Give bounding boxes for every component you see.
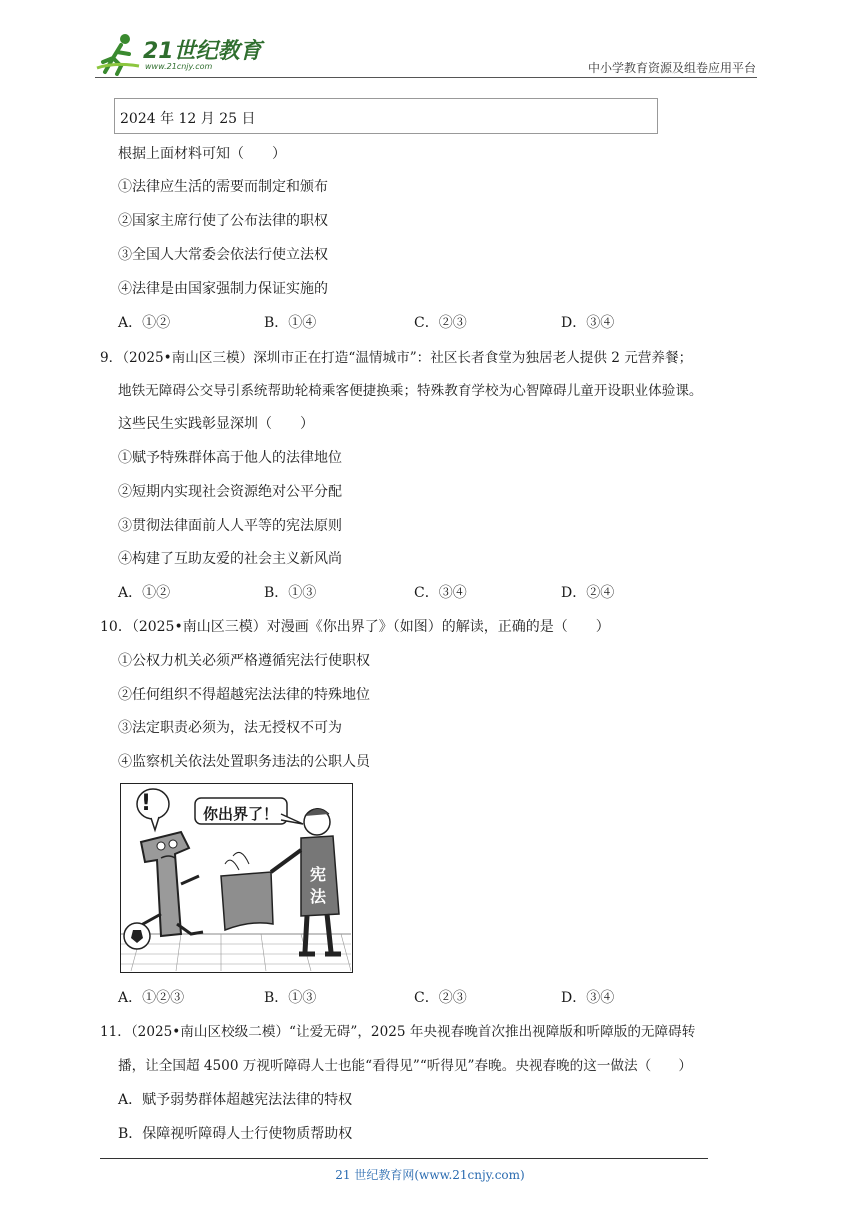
page-header: [0, 0, 860, 80]
q9-item-1: ①赋予特殊群体高于他人的法律地位: [118, 450, 342, 466]
platform-name: 中小学教育资源及组卷应用平台: [587, 61, 756, 75]
footer-link[interactable]: 21 世纪教育网(www.21cnjy.com): [335, 1168, 525, 1182]
q9-option-d[interactable]: D．②④: [561, 585, 615, 601]
q9-option-b[interactable]: B．①③: [264, 585, 317, 601]
q11-line-1: 11．（2025•南山区校级二模）“让爱无碍”，2025 年央视春晚首次推出视障版和听障版的无障碍转: [100, 1024, 696, 1040]
q9-line-3: 这些民生实践彰显深圳（ ）: [118, 416, 314, 432]
q10-item-4: ④监察机关依法处置职务违法的公职人员: [118, 754, 370, 770]
cartoon-speech: 你出界了！: [203, 805, 279, 823]
logo-url: www.21cnjy.com: [145, 62, 213, 71]
cartoon-image: [120, 783, 353, 973]
q10-item-2: ②任何组织不得超越宪法法律的特殊地位: [118, 687, 370, 703]
q10-option-b[interactable]: B．①③: [264, 990, 317, 1006]
cartoon-shirt-2: 法: [310, 887, 327, 906]
q8-item-1: ①法律应生活的需要而制定和颁布: [118, 179, 328, 195]
q10-option-c[interactable]: C．②③: [414, 990, 467, 1006]
q9-line-2: 地铁无障碍公交导引系统帮助轮椅乘客便捷换乘；特殊教育学校为心智障碍儿童开设职业体验课。: [118, 383, 703, 399]
q8-item-4: ④法律是由国家强制力保证实施的: [118, 281, 328, 297]
material-box: [114, 98, 658, 134]
q10-line-1: 10．（2025•南山区三模）对漫画《你出界了》（如图）的解读，正确的是（ ）: [100, 619, 610, 635]
q10-item-1: ①公权力机关必须严格遵循宪法行使职权: [118, 653, 370, 669]
logo-text: 21世纪教育: [143, 39, 262, 64]
q10-option-d[interactable]: D．③④: [561, 990, 615, 1006]
material-date: 2024 年 12 月 25 日: [120, 111, 256, 127]
q11-line-2: 播，让全国超 4500 万视听障碍人士也能“看得见”“听得见”春晚。央视春晚的这一做法（ ）: [118, 1058, 693, 1074]
q10-option-a[interactable]: A．①②③: [118, 990, 185, 1006]
footer-divider: [100, 1158, 708, 1159]
cartoon-exclaim: !: [141, 791, 152, 816]
q8-item-2: ②国家主席行使了公布法律的职权: [118, 213, 328, 229]
q8-option-c[interactable]: C．②③: [414, 315, 467, 331]
q11-option-b[interactable]: B．保障视听障碍人士行使物质帮助权: [118, 1126, 353, 1142]
q9-item-2: ②短期内实现社会资源绝对公平分配: [118, 484, 342, 500]
q9-option-c[interactable]: C．③④: [414, 585, 467, 601]
q8-option-a[interactable]: A．①②: [118, 315, 171, 331]
q9-option-a[interactable]: A．①②: [118, 585, 171, 601]
q8-stem: 根据上面材料可知（ ）: [118, 146, 286, 162]
cartoon-shirt-1: 宪: [310, 865, 327, 884]
q8-option-d[interactable]: D．③④: [561, 315, 615, 331]
q9-item-3: ③贯彻法律面前人人平等的宪法原则: [118, 518, 342, 534]
q9-line-1: 9．（2025•南山区三模）深圳市正在打造“温情城市”：社区长者食堂为独居老人提供 2 元营养餐；: [100, 350, 693, 366]
q11-option-a[interactable]: A．赋予弱势群体超越宪法法律的特权: [118, 1092, 353, 1108]
q10-item-3: ③法定职责必须为，法无授权不可为: [118, 720, 342, 736]
q9-item-4: ④构建了互助友爱的社会主义新风尚: [118, 551, 342, 567]
runner-logo-icon: [95, 32, 141, 76]
header-divider: [95, 77, 757, 78]
site-logo[interactable]: [95, 32, 265, 78]
q8-item-3: ③全国人大常委会依法行使立法权: [118, 247, 328, 263]
q8-option-b[interactable]: B．①④: [264, 315, 317, 331]
